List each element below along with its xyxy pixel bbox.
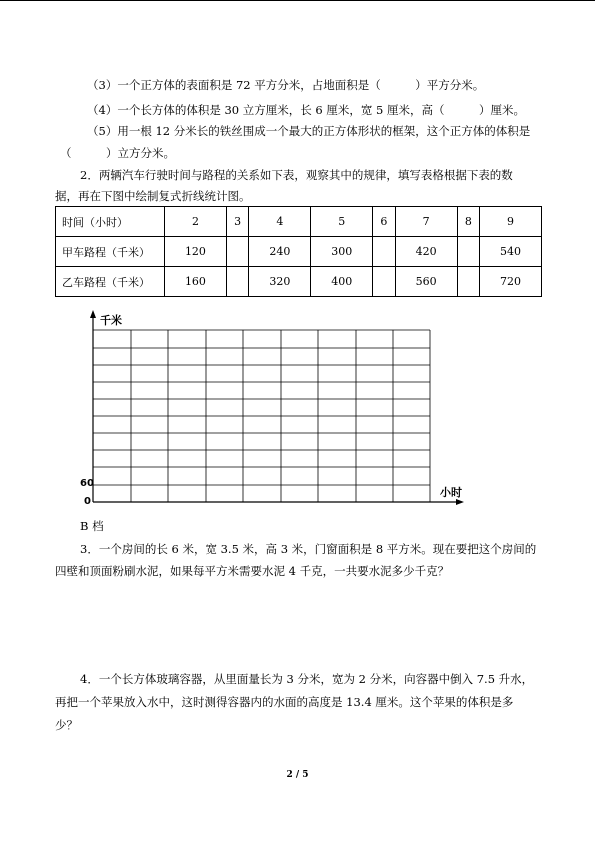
page-number: 2 / 5 bbox=[286, 770, 309, 780]
row-label: 乙车路程（千米） bbox=[56, 267, 165, 297]
table-cell: 540 bbox=[480, 237, 542, 267]
question-1-4: （4）一个长方体的体积是 30 立方厘米，长 6 厘米，宽 5 厘米，高（ ）厘米。 bbox=[87, 103, 526, 117]
table-row-car-b bbox=[56, 267, 542, 297]
table-cell: 400 bbox=[311, 267, 373, 297]
row-label: 甲车路程（千米） bbox=[56, 237, 165, 267]
y-axis-label: 千米 bbox=[100, 314, 122, 327]
table-header-cell: 4 bbox=[249, 207, 311, 237]
table-header-cell: 时间（小时） bbox=[56, 207, 165, 237]
question-4-line3: 少？ bbox=[55, 718, 78, 732]
table-cell-blank[interactable] bbox=[457, 267, 480, 297]
table-header-cell: 6 bbox=[373, 207, 396, 237]
question-1-5-line1: （5）用一根 12 分米长的铁丝围成一个最大的正方体形状的框架，这个正方体的体积是 bbox=[87, 124, 531, 138]
table-header-cell: 3 bbox=[226, 207, 249, 237]
question-3-line1: 3．一个房间的长 6 米，宽 3.5 米，高 3 米，门窗面积是 8 平方米。现在要把这个房间的 bbox=[80, 542, 537, 556]
question-3-line2: 四壁和顶面粉刷水泥，如果每平方米需要水泥 4 千克，一共要水泥多少千克？ bbox=[55, 564, 450, 578]
table-cell: 240 bbox=[249, 237, 311, 267]
y-axis-arrow-icon bbox=[90, 310, 96, 318]
table-cell: 300 bbox=[311, 237, 373, 267]
question-1-5-line2: （ ）立方分米。 bbox=[60, 146, 175, 160]
table-cell: 560 bbox=[395, 267, 457, 297]
graph-axes bbox=[93, 316, 458, 502]
distance-table bbox=[55, 206, 542, 297]
table-header-cell: 8 bbox=[457, 207, 480, 237]
origin-label: 0 bbox=[84, 496, 91, 507]
y-tick-label: 60 bbox=[80, 478, 94, 489]
grid-lines bbox=[93, 330, 430, 502]
table-row-car-a bbox=[56, 237, 542, 267]
question-2-line1: 2．两辆汽车行驶时间与路程的关系如下表，观察其中的规律，填写表格根据下表的数 bbox=[80, 168, 513, 182]
line-graph-area[interactable] bbox=[80, 308, 480, 523]
table-cell: 160 bbox=[165, 267, 227, 297]
table-header-cell: 5 bbox=[311, 207, 373, 237]
page-top-rule bbox=[0, 0, 595, 1]
question-1-3: （3）一个正方体的表面积是 72 平方分米，占地面积是（ ）平方分米。 bbox=[87, 78, 485, 92]
table-cell-blank[interactable] bbox=[373, 237, 396, 267]
table-cell: 720 bbox=[480, 267, 542, 297]
table-cell-blank[interactable] bbox=[373, 267, 396, 297]
question-4-line1: 4．一个长方体玻璃容器，从里面量长为 3 分米，宽为 2 分米，向容器中倒入 7.5 升水， bbox=[80, 672, 534, 686]
x-axis-label: 小时 bbox=[440, 486, 462, 499]
table-cell-blank[interactable] bbox=[226, 237, 249, 267]
section-b-label: B 档 bbox=[80, 519, 104, 533]
table-header-cell: 2 bbox=[165, 207, 227, 237]
question-4-line2: 再把一个苹果放入水中，这时测得容器内的水面的高度是 13.4 厘米。这个苹果的体积是多 bbox=[55, 695, 514, 709]
table-cell: 120 bbox=[165, 237, 227, 267]
table-cell-blank[interactable] bbox=[226, 267, 249, 297]
graph-grid-svg bbox=[80, 308, 480, 523]
table-header-row bbox=[56, 207, 542, 237]
table-header-cell: 9 bbox=[480, 207, 542, 237]
table-cell: 320 bbox=[249, 267, 311, 297]
question-2-line2: 据，再在下图中绘制复式折线统计图。 bbox=[55, 189, 251, 203]
table-cell-blank[interactable] bbox=[457, 237, 480, 267]
table-cell: 420 bbox=[395, 237, 457, 267]
table-header-cell: 7 bbox=[395, 207, 457, 237]
